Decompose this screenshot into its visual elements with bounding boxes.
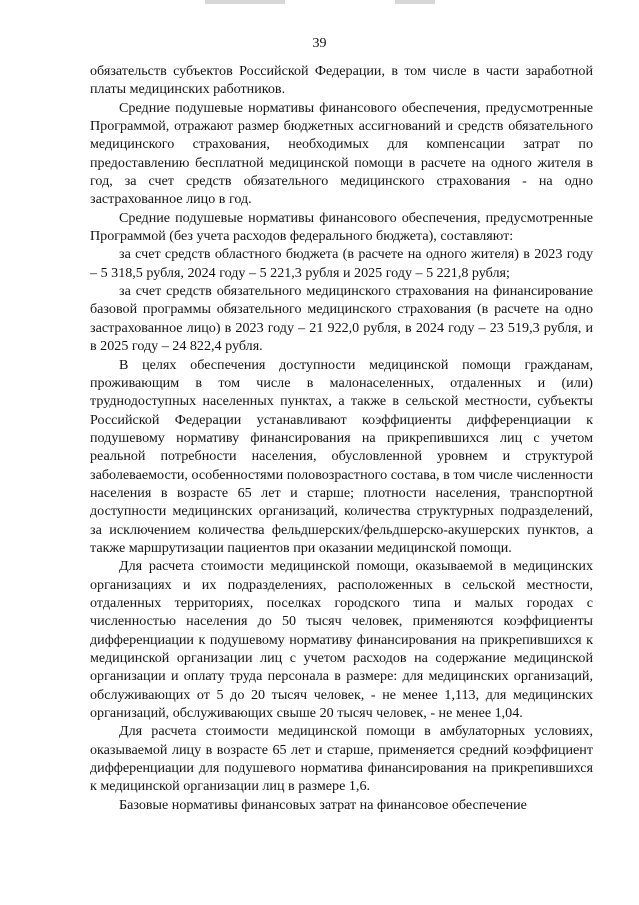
page-number: 39 bbox=[312, 36, 327, 51]
paragraph-continuation: обязательств субъектов Российской Федерации, в том числе в части заработной платы медицинских работников. bbox=[90, 63, 593, 98]
paragraph-regional-budget: за счет средств областного бюджета (в расчете на одного жителя) в 2023 году – 5 318,5 рубля, 2024 году – 5 221,3 рубля и 2025 году – 5 221,8 рубля; bbox=[90, 246, 593, 281]
document-body bbox=[90, 62, 593, 814]
paragraph-average-norms-amounts: Средние подушевые нормативы финансового обеспечения, предусмотренные Программой (без учета расходов федерального бюджета), составляют: bbox=[90, 209, 593, 245]
scan-artifact bbox=[205, 0, 285, 4]
paragraph-elderly-coefficient: Для расчета стоимости медицинской помощи в амбулаторных условиях, оказываемой лицу в возрасте 65 лет и старше, применяется средний коэффициент дифференциации для подушевого норматива финансирования на прикрепившихся к медицинской организации лиц в размере 1,6. bbox=[90, 723, 593, 795]
paragraph-base-norms: Базовые нормативы финансовых затрат на финансовое обеспечение bbox=[119, 796, 527, 813]
paragraph-rural-coefficients: Для расчета стоимости медицинской помощи, оказываемой в медицинских организациях и их подразделениях, расположенных в сельской местности, отдаленных территориях, поселках городского типа и малых городах с численностью населения до 50 тысяч человек, применяются коэффициенты дифференциации к подушевому нормативу финансирования на прикрепившихся к медицинской организации лиц с учетом расходов на содержание медицинской организации и оплату труда персонала в размере: для медицинских организаций, обслуживающих от 5 до 20 тысяч человек, - не менее 1,113, для медицинских организаций, обслуживающих свыше 20 тысяч человек, - не менее 1,04. bbox=[90, 558, 593, 722]
scan-artifact bbox=[395, 0, 435, 4]
paragraph-oms-funds: за счет средств обязательного медицинского страхования на финансирование базовой программы обязательного медицинского страхования (в расчете на одно застрахованное лицо) в 2023 году – 21 922,0 рубля, в 2024 году – 23 519,3 рубля, и в 2025 году – 24 822,4 рубля. bbox=[90, 283, 593, 355]
paragraph-accessibility: В целях обеспечения доступности медицинской помощи гражданам, проживающим в том числе в малонаселенных, отдаленных и (или) труднодоступных населенных пунктах, а также в сельской местности, субъекты Российской Федерации устанавливают коэффициенты дифференциации к подушевому нормативу финансирования на прикрепившихся лиц с учетом реальной потребности населения, обусловленной уровнем и структурой заболеваемости, особенностями половозрастного состава, в том числе численности населения в возрасте 65 лет и старше; плотности населения, транспортной доступности медицинских организаций, количества структурных подразделений, за исключением количества фельдшерских/фельдшерско-акушерских пунктов, а также маршрутизации пациентов при оказании медицинской помощи. bbox=[90, 356, 593, 556]
paragraph-average-norms: Средние подушевые нормативы финансового обеспечения, предусмотренные Программой, отражают размер бюджетных ассигнований и средств обязательного медицинского страхования, необходимых для компенсации затрат по предоставлению бесплатной медицинской помощи в расчете на одного жителя в год, за счет средств обязательного медицинского страхования - на одно застрахованное лицо в год. bbox=[90, 99, 593, 208]
